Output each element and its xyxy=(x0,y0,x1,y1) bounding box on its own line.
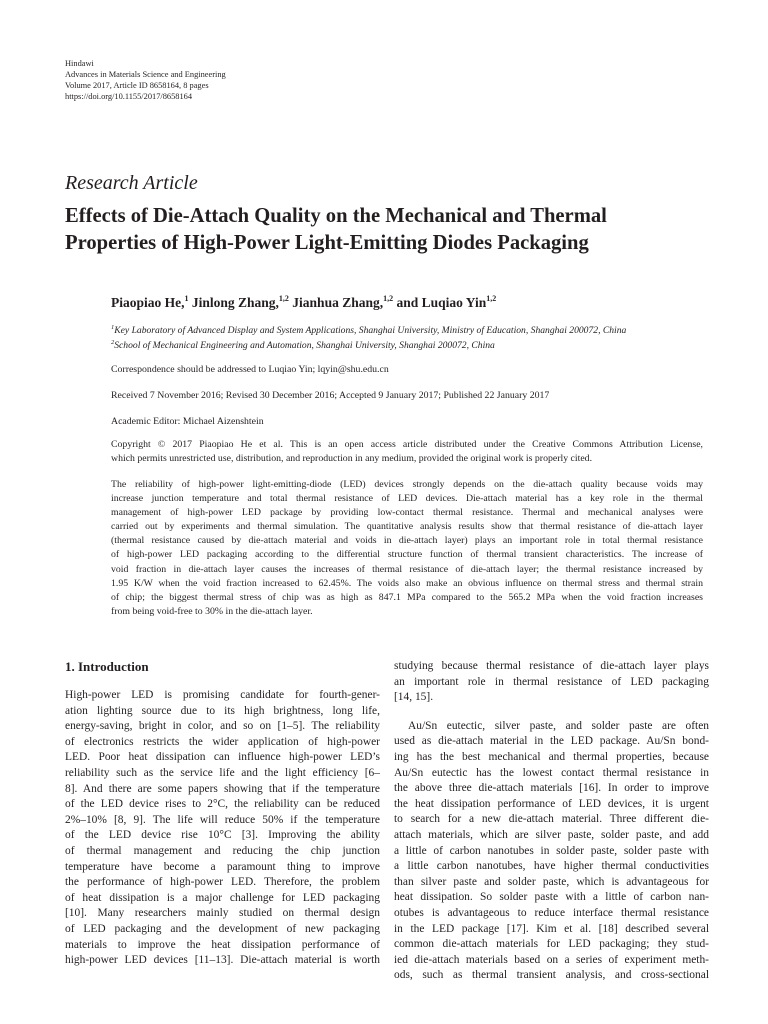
left-column-text xyxy=(65,688,380,969)
body-line: of the LED device rises to 2°C, the reliability can be reduced xyxy=(65,798,380,811)
body-line: ied die-attach materials based on a series of experiment meth- xyxy=(394,953,709,966)
body-line: in the LED package [17]. Kim et al. [18] described several xyxy=(394,922,709,935)
copyright-notice xyxy=(111,438,703,466)
body-line: materials to improve the heat dissipation performance of xyxy=(65,938,380,951)
body-line: of LED packaging and the development of new packaging xyxy=(65,922,380,935)
body-line: attach materials, which are silver paste, solder paste, and add xyxy=(394,828,709,841)
affiliation-line xyxy=(111,323,626,338)
author-affiliation-mark: 1,2 xyxy=(278,294,289,303)
article-type: Research Article xyxy=(65,172,198,194)
section-heading-introduction: 1. Introduction xyxy=(65,659,149,674)
journal-name: Advances in Materials Science and Engineering xyxy=(65,70,226,79)
body-line: Au/Sn eutectic has the lowest contact thermal resistance in xyxy=(394,766,709,779)
body-line: otubes is advantageous to reduce interface thermal resistance xyxy=(394,906,709,919)
abstract-line: management of high-power LED package by providing low-contact thermal resistance. Thermal and mechanical analyses were xyxy=(111,507,703,519)
body-line: heat dissipation. So solder paste with a little of carbon nan- xyxy=(394,891,709,904)
affiliation-mark: 1 xyxy=(111,324,115,331)
doi-link[interactable]: https://doi.org/10.1155/2017/8658164 xyxy=(65,92,193,101)
body-line: LED. Poor heat dissipation can influence high-power LED’s xyxy=(65,751,380,764)
author-affiliation-mark: 1,2 xyxy=(486,294,497,303)
body-line: the above three die-attach materials [16]. In order to improve xyxy=(394,782,709,795)
body-line: the heat dissipation performance of LED devices, it is urgent xyxy=(394,797,709,810)
author-list xyxy=(111,295,496,311)
body-line: of electronics restricts the wider application of high-power xyxy=(65,735,380,748)
abstract-line: 1.95 K/W when the void fraction increased to 62.45%. The voids also make an obvious influence on thermal stress and thermal strain xyxy=(111,577,703,589)
right-column-text xyxy=(394,659,709,984)
copyright-line: Copyright © 2017 Piaopiao He et al. This is an open access article distributed under the Creative Commons Attribution License, xyxy=(111,439,703,450)
affiliation-mark: 2 xyxy=(111,339,115,346)
author-affiliation-mark: 1 xyxy=(184,294,189,303)
body-line: [10]. Many researchers mainly studied on thermal design xyxy=(65,907,380,920)
body-line: studying because thermal resistance of die-attach layer plays xyxy=(394,660,709,672)
body-line: 2%–10% [8, 9]. The life will reduce 50% if the temperature xyxy=(65,813,380,826)
correspondence: Correspondence should be addressed to Luqiao Yin; lqyin@shu.edu.cn xyxy=(111,364,389,375)
abstract-line: The reliability of high-power light-emitting-diode (LED) devices strongly depends on the die-attach quality because voids may xyxy=(111,479,703,490)
abstract-line: from being void-free to 30% in the die-attach layer. xyxy=(111,605,313,617)
body-line: of the LED device rise 10°C [3]. Improving the ability xyxy=(65,829,380,842)
abstract-line: of high-power LED packaging according to the differential structure function of thermal transient characteristics. The increase of xyxy=(111,549,703,561)
abstract xyxy=(111,478,703,619)
publication-dates: Received 7 November 2016; Revised 30 December 2016; Accepted 9 January 2017; Published 22 January 2017 xyxy=(111,390,550,401)
copyright-line: which permits unrestricted use, distribution, and reproduction in any medium, provided the original work is properly cited. xyxy=(111,453,593,465)
body-line: the performance of high-power LED. Therefore, the problem xyxy=(65,876,380,889)
paper-title xyxy=(65,203,725,257)
author-affiliation-mark: 1,2 xyxy=(383,294,394,303)
body-line: 8]. And there are some papers showing that if the temperature xyxy=(65,782,380,795)
author-name: Jinlong Zhang, xyxy=(188,295,279,310)
author-name: Jianhua Zhang, xyxy=(288,295,384,310)
body-line: of thermal management and reducing the chip junction xyxy=(65,844,380,857)
abstract-line: increase junction temperature and total thermal resistance of LED devices. Die-attach material has a key role in the thermal xyxy=(111,493,703,505)
abstract-line: (thermal resistance caused by die-attach material and voids in die-attach layer) plays an important role in total thermal resistance xyxy=(111,535,703,547)
affiliation-text: School of Mechanical Engineering and Automation, Shanghai University, Shanghai 200072, China xyxy=(114,340,495,351)
publisher-name: Hindawi xyxy=(65,59,94,68)
body-line: temperature have become a paramount thing to improve xyxy=(65,860,380,873)
affiliation-text: Key Laboratory of Advanced Display and System Applications, Shanghai University, Ministry of Education, Shanghai 200072, China xyxy=(114,325,627,336)
author-name: Piaopiao He, xyxy=(111,295,185,310)
body-line: ation lighting source due to its high brightness, long life, xyxy=(65,704,380,717)
body-line: ing has the best mechanical and thermal properties, because xyxy=(394,750,709,763)
body-line: a little carbon nanotubes, have higher thermal conductivities xyxy=(394,860,709,873)
paragraph-gap xyxy=(394,706,709,719)
affiliation-line xyxy=(111,338,626,353)
body-line: common die-attach materials for LED packaging; they stud- xyxy=(394,938,709,951)
body-line: to search for a new die-attach material. Three different die- xyxy=(394,813,709,826)
body-line: High-power LED is promising candidate for fourth-gener- xyxy=(65,689,380,701)
body-line: used as die-attach material in the LED package. Au/Sn bond- xyxy=(394,735,709,748)
journal-header xyxy=(65,58,226,102)
volume-info: Volume 2017, Article ID 8658164, 8 pages xyxy=(65,81,209,90)
body-line: an important role in thermal resistance of LED packaging xyxy=(394,675,709,688)
title-line: Effects of Die-Attach Quality on the Mechanical and Thermal xyxy=(65,205,607,227)
abstract-line: carried out by experiments and thermal simulation. The quantitative analysis results show that thermal resistance of die-attach layer xyxy=(111,521,703,533)
body-line: Au/Sn eutectic, silver paste, and solder paste are often xyxy=(408,719,709,732)
body-line: than silver paste and solder paste, which is advantageous for xyxy=(394,875,709,888)
author-name: and Luqiao Yin xyxy=(393,295,487,310)
body-line: energy-saving, bright in color, and so on [1–5]. The reliability xyxy=(65,720,380,733)
body-line: ods, such as thermal transient analysis, and cross-sectional xyxy=(394,969,709,982)
body-line: high-power LED devices [11–13]. Die-attach material is worth xyxy=(65,954,380,967)
title-line: Properties of High-Power Light-Emitting Diodes Packaging xyxy=(65,232,589,254)
body-line: [14, 15]. xyxy=(394,691,434,704)
body-line: a little of carbon nanotubes in solder paste, solder paste with xyxy=(394,844,709,857)
affiliations xyxy=(111,323,626,353)
abstract-line: of chip; the biggest thermal stress of chip was as high as 847.1 MPa compared to the 565.2 MPa when the void fraction increases xyxy=(111,591,703,603)
body-line: reliability such as the service life and the light efficiency [6– xyxy=(65,766,380,779)
body-line: of heat dissipation is a major challenge for LED packaging xyxy=(65,891,380,904)
abstract-line: void fraction in die-attach layer causes the increases of thermal resistance of die-attach layer; the thermal resistance increased by xyxy=(111,563,703,575)
academic-editor: Academic Editor: Michael Aizenshtein xyxy=(111,416,264,427)
